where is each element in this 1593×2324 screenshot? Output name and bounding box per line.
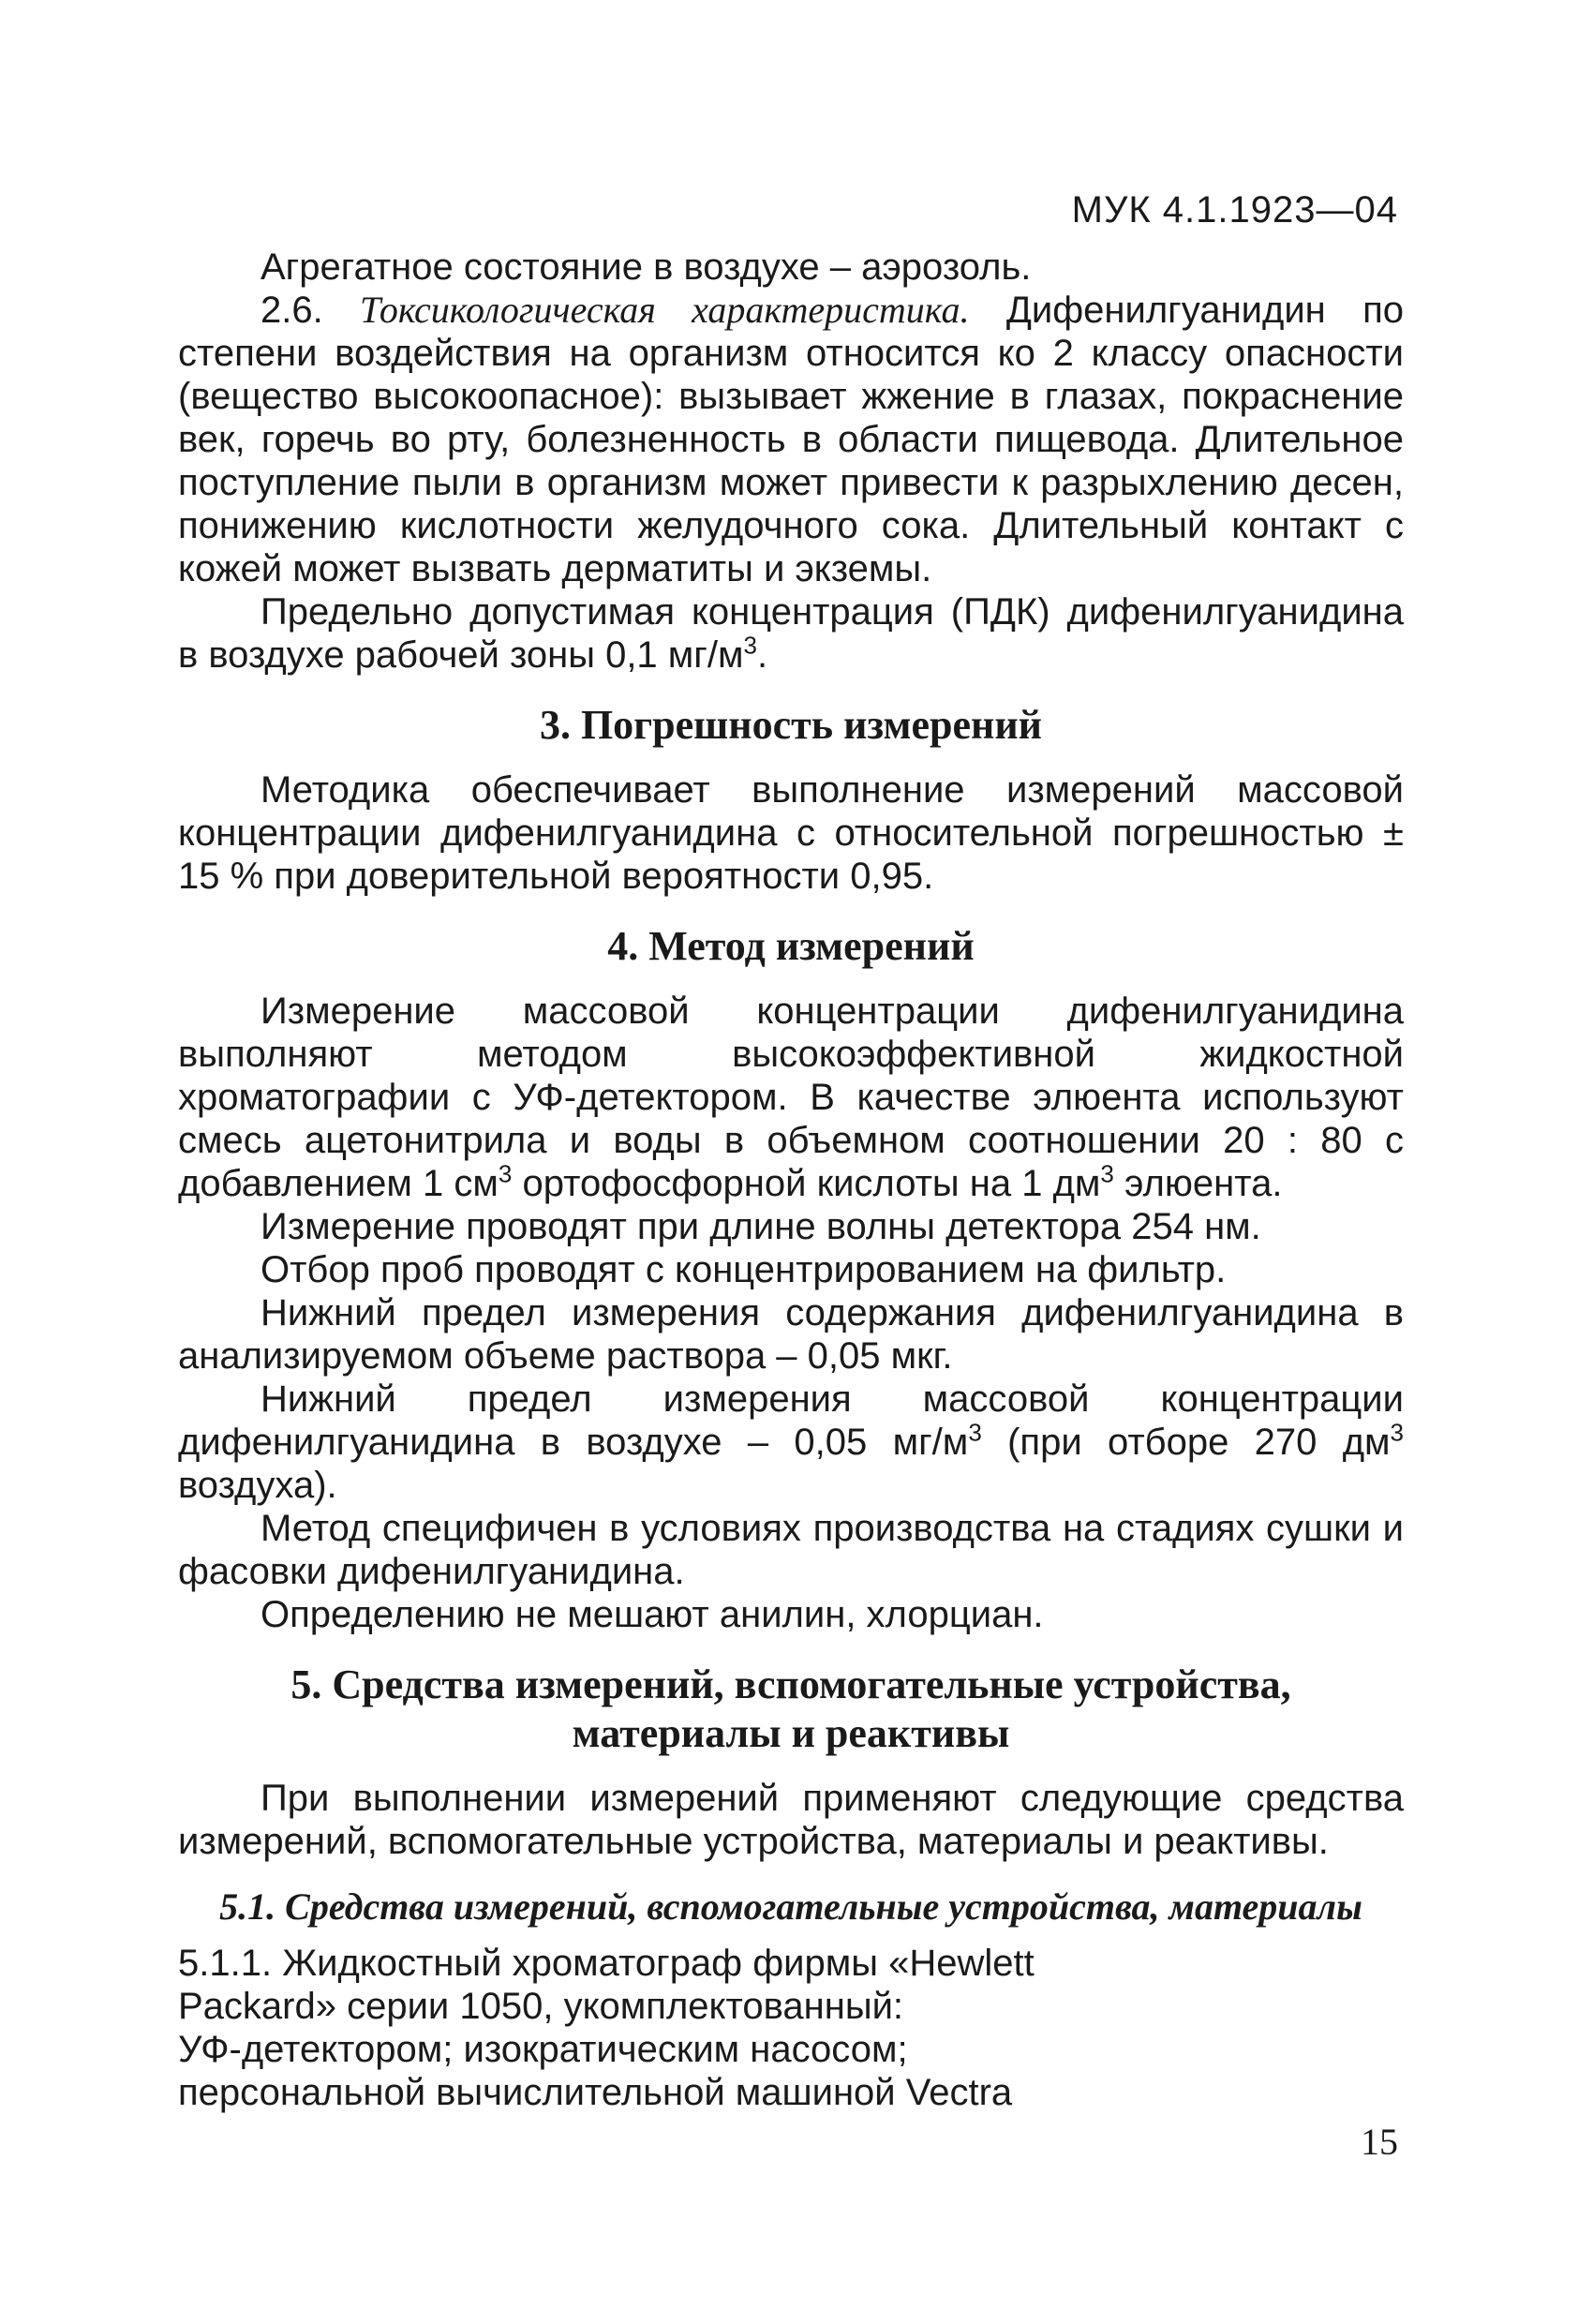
page-content	[178, 246, 1404, 2114]
method-text-b: ортофосфорной кислоты на 1 дм	[512, 1163, 1101, 1204]
section-3-title: 3. Погрешность измерений	[539, 702, 1043, 748]
document-code: МУК 4.1.1923—04	[1071, 189, 1398, 231]
paragraph-pdk	[178, 590, 1404, 677]
limit-superscript-2: 3	[1390, 1418, 1405, 1447]
item-5-1-1-line-2: Packard» серии 1050, укомплектованный:	[178, 1986, 904, 2027]
paragraph-toxicology	[178, 289, 1404, 590]
item-5-1-1-line-1: 5.1.1. Жидкостный хроматограф фирмы «Hewlett	[178, 1943, 1035, 1984]
section-4-paragraph-method	[178, 990, 1404, 1205]
item-5-1-1-line-4: персональной вычислительной машиной Vectra	[178, 2072, 1013, 2113]
toxicology-number: 2.6.	[261, 290, 361, 331]
method-superscript-1: 3	[498, 1159, 513, 1188]
section-4-paragraph-interference: Определению не мешают анилин, хлорциан.	[261, 1594, 1044, 1635]
pdk-end: .	[756, 634, 768, 676]
method-text-a: Измерение массовой концентрации дифенилгуанидина выполняют методом высокоэффективной жидкостной хроматографии с УФ-детектором. В качестве элюента используют смесь ацетонитрила и воды в объемном соотношении 20 : 80 с добавлением 1 см	[178, 991, 1404, 1204]
section-5-title-line-1: 5. Средства измерений, вспомогательные устройства,	[290, 1661, 1291, 1707]
limit-superscript-1: 3	[968, 1418, 982, 1447]
paragraph-aggregate-state: Агрегатное состояние в воздухе – аэрозоль.	[261, 246, 1032, 288]
method-superscript-2: 3	[1100, 1159, 1114, 1188]
section-4-title: 4. Метод измерений	[607, 923, 975, 969]
section-4-paragraph-lower-limit-concentration	[178, 1378, 1404, 1507]
limit-text-a: Нижний предел измерения массовой концентрации дифенилгуанидина в воздухе – 0,05 мг/м	[178, 1378, 1404, 1463]
pdk-superscript: 3	[743, 631, 757, 660]
section-5-title	[178, 1661, 1404, 1758]
section-5-title-line-2: материалы и реактивы	[572, 1710, 1010, 1756]
section-3-text: Методика обеспечивает выполнение измерений массовой концентрации дифенилгуанидина с относительной погрешностью ± 15 % при доверительной вероятности 0,95.	[178, 769, 1404, 897]
toxicology-text: Дифенилгуанидин по степени воздействия на организм относится ко 2 классу опасности (вещество высокоопасное): вызывает жжение в глазах, покраснение век, горечь во рту, болезненность в области пищевода. Длительное поступление пыли в организм может привести к разрыхлению десен, понижению кислотности желудочного сока. Длительный контакт с кожей может вызвать дерматиты и экземы.	[178, 290, 1404, 589]
toxicology-heading: Токсикологическая характеристика.	[360, 289, 970, 331]
page-number: 15	[1361, 2121, 1398, 2163]
section-4-paragraph-lower-limit-content: Нижний предел измерения содержания дифенилгуанидина в анализируемом объеме раствора – 0,05 мкг.	[178, 1292, 1404, 1377]
section-4-paragraph-wavelength: Измерение проводят при длине волны детектора 254 нм.	[261, 1206, 1261, 1247]
section-4-paragraph-specificity: Метод специфичен в условиях производства на стадиях сушки и фасовки дифенилгуанидина.	[178, 1508, 1404, 1592]
item-5-1-1	[178, 1942, 1404, 2114]
limit-text-b: (при отборе 270 дм	[981, 1422, 1391, 1463]
section-4-paragraph-sampling: Отбор проб проводят с концентрированием на фильтр.	[261, 1249, 1227, 1290]
pdk-text: Предельно допустимая концентрация (ПДК) дифенилгуанидина в воздухе рабочей зоны 0,1 мг/м	[178, 591, 1404, 676]
subsection-5-1-title: 5.1. Средства измерений, вспомогательные устройства, материалы	[219, 1885, 1362, 1928]
section-5-intro: При выполнении измерений применяют следующие средства измерений, вспомогательные устройства, материалы и реактивы.	[178, 1778, 1404, 1862]
method-text-c: элюента.	[1113, 1163, 1283, 1204]
limit-text-c: воздуха).	[178, 1465, 337, 1506]
item-5-1-1-line-3: УФ-детектором; изократическим насосом;	[178, 2029, 908, 2070]
